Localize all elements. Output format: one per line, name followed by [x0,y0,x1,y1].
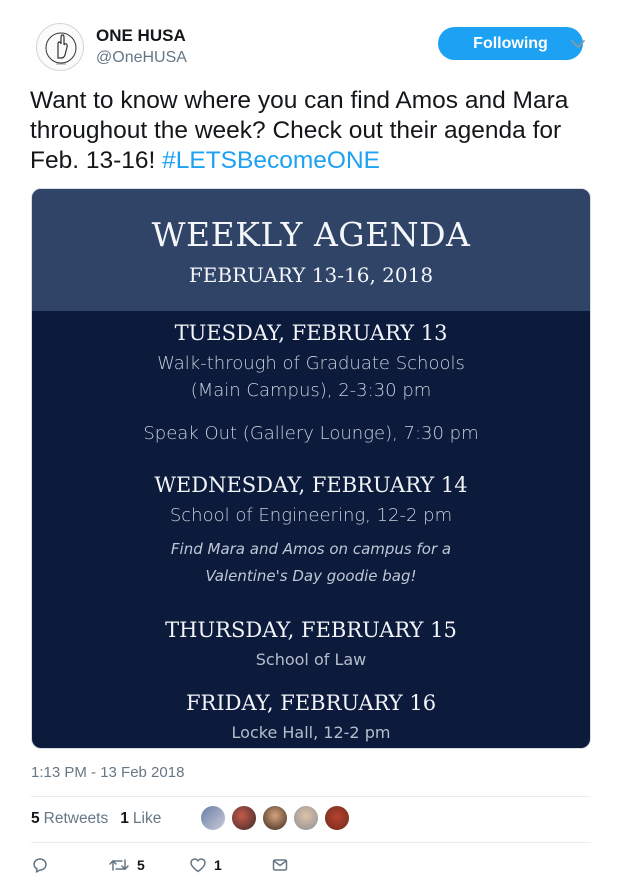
likes-label: Like [132,810,162,827]
event-text: Walk-through of Graduate Schools [157,353,465,374]
retweet-button[interactable] [108,852,145,878]
heart-icon [189,856,207,874]
agenda-title: WEEKLY AGENDA [151,215,471,254]
tweet-timestamp[interactable]: 1:13 PM - 13 Feb 2018 [31,764,185,781]
reply-button[interactable] [31,852,49,878]
event-text: (Main Campus), 2-3:30 pm [190,380,432,401]
event-text: Speak Out (Gallery Lounge), 7:30 pm [143,423,479,444]
user-handle[interactable]: @OneHUSA [96,49,187,66]
avatar[interactable] [36,23,84,71]
tweet-body: Want to know where you can find Amos and Mara throughout the week? Check out their agenda for Feb. 13-16! [30,87,569,174]
event-text: Locke Hall, 12-2 pm [231,723,391,742]
tweet-text [30,86,590,176]
likes-count: 1 [120,810,129,827]
event-text: School of Engineering, 12-2 pm [169,505,453,526]
event-note: Valentine's Day goodie bag! [205,567,417,585]
avatar[interactable] [200,805,226,831]
engagement-stats [31,808,173,830]
avatar[interactable] [293,805,319,831]
avatar[interactable] [262,805,288,831]
agenda-dates: FEBRUARY 13-16, 2018 [188,263,434,287]
hand-logo-icon [37,24,84,71]
retweets-count: 5 [31,810,40,827]
event-text: School of Law [255,650,367,669]
day-heading-tuesday: TUESDAY, FEBRUARY 13 [174,321,448,345]
display-name[interactable]: ONE HUSA [96,26,186,45]
day-heading-friday: FRIDAY, FEBRUARY 16 [185,691,437,715]
retweets-stat[interactable] [31,810,108,828]
day-heading-wednesday: WEDNESDAY, FEBRUARY 14 [154,473,468,497]
engager-avatars [200,805,355,831]
tweet-actions [31,852,331,878]
envelope-icon [271,856,289,874]
avatar[interactable] [324,805,350,831]
likes-stat[interactable] [120,810,161,828]
avatar[interactable] [231,805,257,831]
like-button[interactable] [189,852,222,878]
agenda-image[interactable] [31,188,591,749]
more-options-chevron-icon[interactable] [568,36,588,52]
event-note: Find Mara and Amos on campus for a [170,540,452,558]
day-heading-thursday: THURSDAY, FEBRUARY 15 [165,618,457,642]
retweet-count: 5 [137,857,145,873]
following-button[interactable]: Following [438,27,583,60]
tweet-header [30,20,594,76]
divider [31,796,591,797]
divider [31,842,591,843]
reply-icon [31,856,49,874]
direct-message-button[interactable] [271,852,289,878]
like-count: 1 [214,857,222,873]
agenda-header-band [32,189,590,311]
retweets-label: Retweets [43,810,109,827]
hashtag-link[interactable]: #LETSBecomeONE [162,147,380,174]
retweet-icon [108,856,130,874]
